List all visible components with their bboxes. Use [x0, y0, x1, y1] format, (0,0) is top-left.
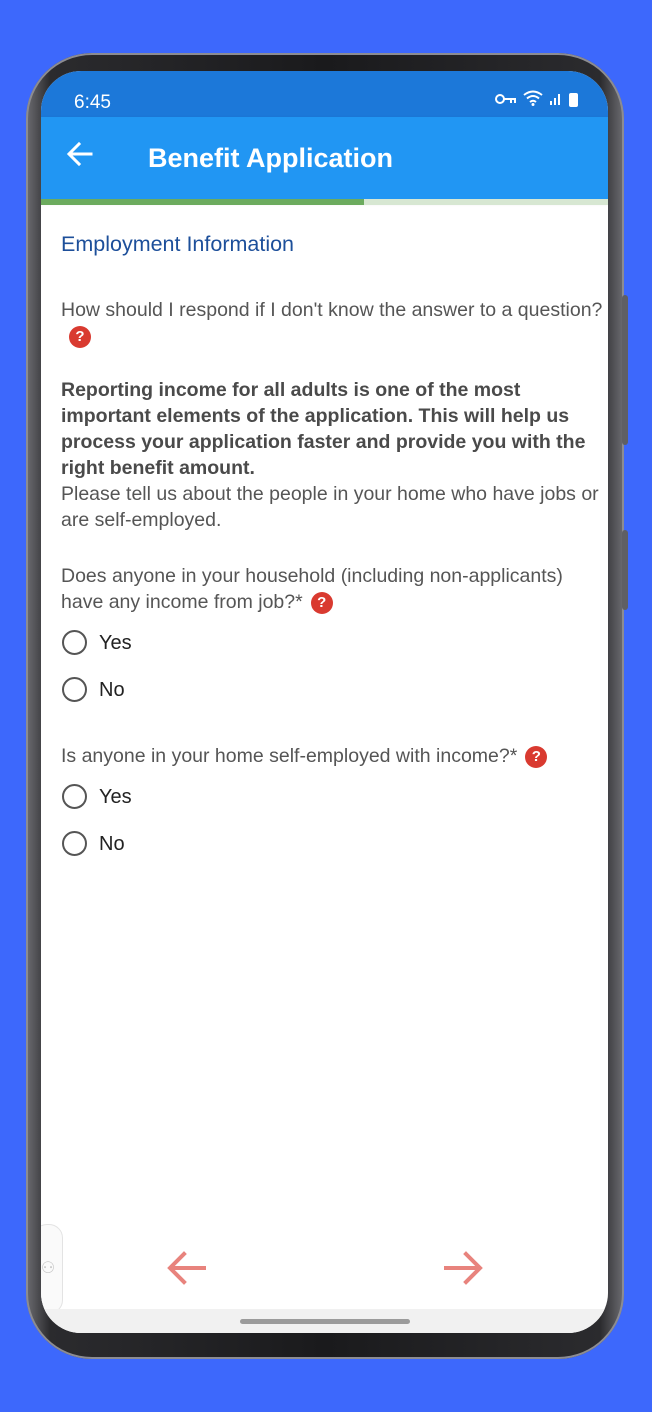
radio-self-employed-yes[interactable]	[61, 773, 608, 820]
info-bold-text: Reporting income for all adults is one of the most important elements of the application. This will help us process your application faster and provide you with the right benefit amount.	[61, 379, 586, 479]
home-indicator[interactable]	[240, 1319, 410, 1324]
status-time: 6:45	[74, 92, 111, 113]
volume-button	[622, 295, 628, 445]
question-job-income-text: Does anyone in your household (including non-applicants) have any income from job?*	[61, 565, 563, 613]
radio-label: Yes	[99, 631, 132, 654]
next-arrow-icon[interactable]	[444, 1249, 484, 1293]
question-self-employed-text: Is anyone in your home self-employed with income?*	[61, 745, 518, 767]
radio-button[interactable]	[62, 677, 87, 702]
help-question[interactable]	[61, 297, 608, 349]
question-self-employed	[61, 743, 608, 769]
page-title: Benefit Application	[148, 143, 394, 173]
radio-label: No	[99, 832, 125, 855]
form-content	[61, 231, 608, 867]
info-text: Please tell us about the people in your home who have jobs or are self-employed.	[61, 483, 599, 531]
help-icon[interactable]: ?	[69, 326, 91, 348]
prev-arrow-icon[interactable]	[166, 1249, 206, 1293]
radio-button[interactable]	[62, 831, 87, 856]
help-icon[interactable]: ?	[525, 746, 547, 768]
section-title: Employment Information	[61, 232, 295, 256]
radio-self-employed-no[interactable]	[61, 820, 608, 867]
radio-job-income-yes[interactable]	[61, 619, 608, 666]
status-icons	[495, 90, 578, 110]
battery-icon	[569, 93, 578, 107]
radio-label: No	[99, 678, 125, 701]
phone-screen	[41, 71, 608, 1333]
key-icon	[495, 92, 517, 109]
back-arrow-icon[interactable]	[66, 137, 94, 177]
progress-fill	[41, 199, 364, 205]
signal-icon	[549, 91, 563, 109]
progress-bar	[41, 199, 608, 205]
accessibility-icon[interactable]: ⚇	[41, 1224, 63, 1314]
radio-button[interactable]	[62, 630, 87, 655]
radio-job-income-no[interactable]	[61, 666, 608, 713]
bottom-navigation	[41, 1239, 608, 1309]
status-bar	[41, 71, 608, 117]
radio-button[interactable]	[62, 784, 87, 809]
question-job-income	[61, 563, 608, 615]
radio-label: Yes	[99, 785, 132, 808]
power-button	[622, 530, 628, 610]
wifi-icon	[523, 90, 543, 110]
help-icon[interactable]: ?	[311, 592, 333, 614]
app-bar	[41, 117, 608, 201]
info-block	[61, 377, 608, 533]
help-question-text: How should I respond if I don't know the answer to a question?	[61, 299, 603, 321]
